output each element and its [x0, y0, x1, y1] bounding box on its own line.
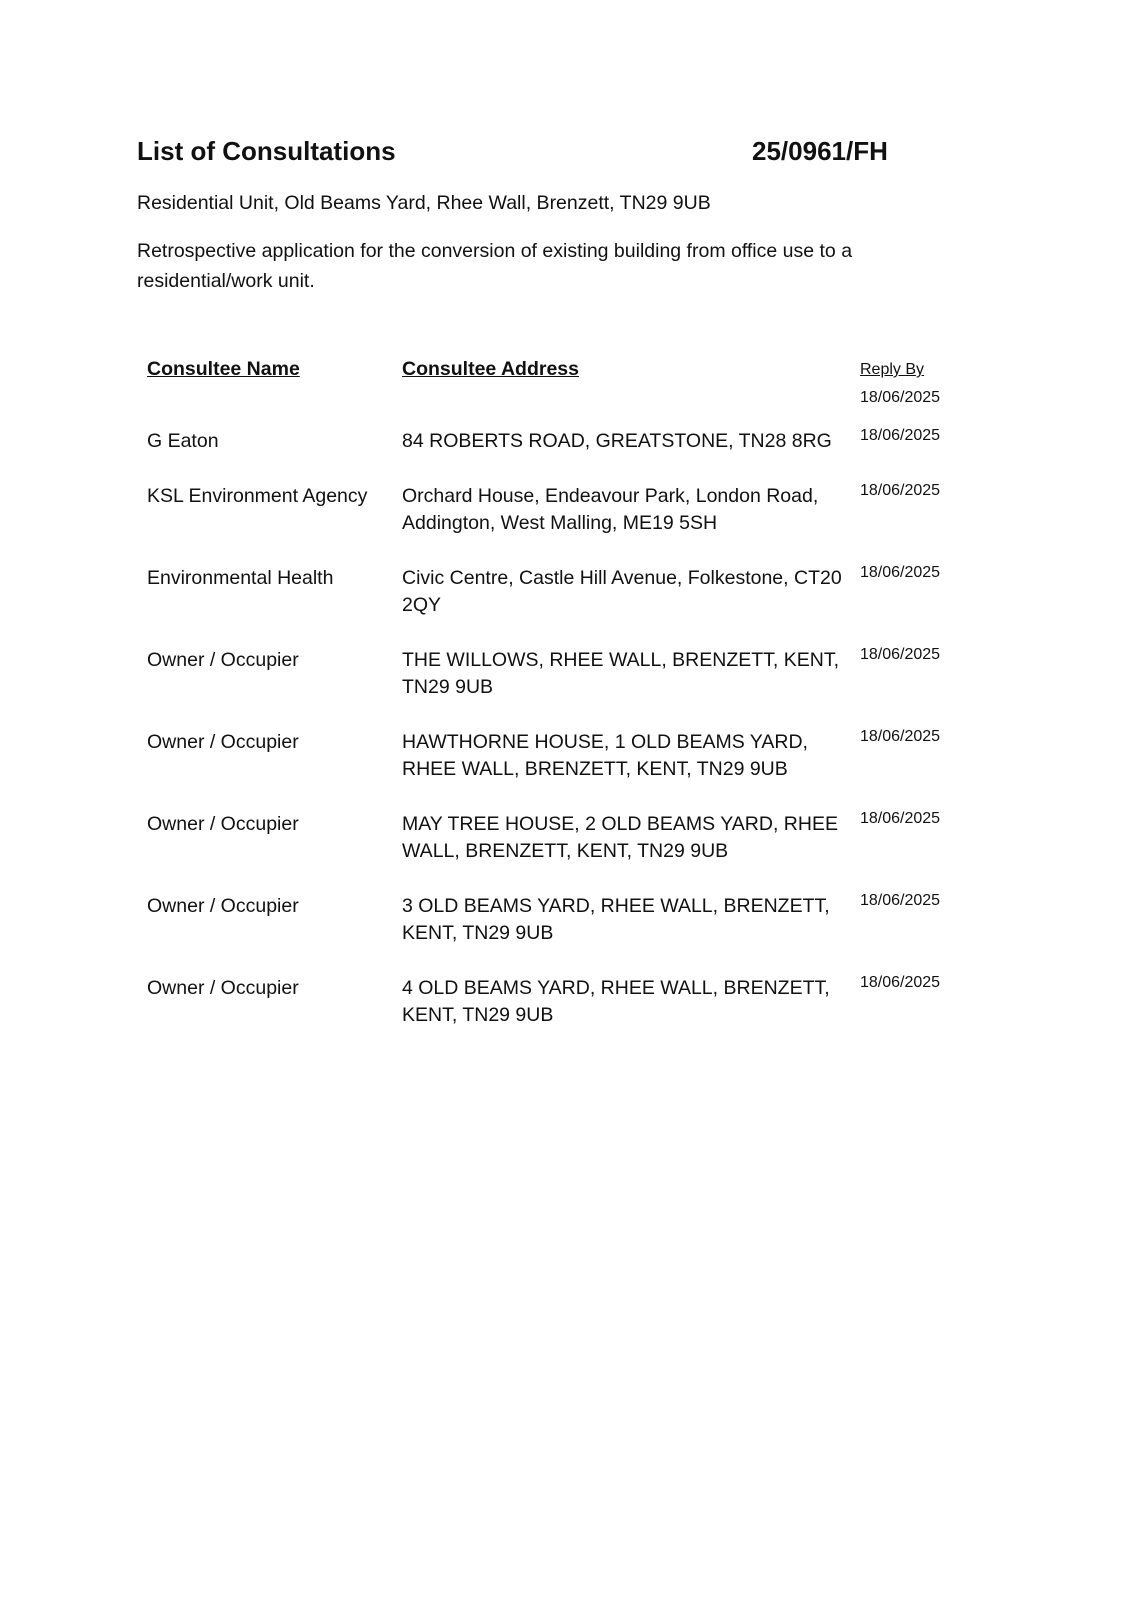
- consultee-name: G Eaton: [147, 430, 219, 452]
- consultee-name: Owner / Occupier: [147, 731, 299, 753]
- application-reference: 25/0961/FH: [752, 136, 888, 166]
- consultee-address: 4 OLD BEAMS YARD, RHEE WALL, BRENZETT, KENT, TN29 9UB: [402, 977, 830, 1026]
- reply-by-label: Reply By: [860, 361, 925, 378]
- reply-by-date: 18/06/2025: [860, 892, 941, 909]
- consultee-address: 3 OLD BEAMS YARD, RHEE WALL, BRENZETT, KENT, TN29 9UB: [402, 895, 830, 944]
- consultee-address: HAWTHORNE HOUSE, 1 OLD BEAMS YARD, RHEE WALL, BRENZETT, KENT, TN29 9UB: [402, 731, 808, 780]
- reply-by-date: 18/06/2025: [860, 482, 941, 499]
- consultee-address: Orchard House, Endeavour Park, London Road, Addington, West Malling, ME19 5SH: [402, 485, 819, 534]
- column-header-address: Consultee Address: [402, 358, 579, 380]
- proposal-description: Retrospective application for the conversion of existing building from office use to a residential/work unit.: [137, 240, 853, 292]
- reply-by-date: 18/06/2025: [860, 564, 941, 581]
- reply-by-date: 18/06/2025: [860, 427, 941, 444]
- reply-by-header-date: 18/06/2025: [860, 389, 941, 406]
- site-address: Residential Unit, Old Beams Yard, Rhee Wall, Brenzett, TN29 9UB: [137, 192, 711, 214]
- reply-by-date: 18/06/2025: [860, 974, 941, 991]
- reply-by-date: 18/06/2025: [860, 646, 941, 663]
- column-header-name: Consultee Name: [147, 358, 300, 380]
- consultee-address: MAY TREE HOUSE, 2 OLD BEAMS YARD, RHEE WALL, BRENZETT, KENT, TN29 9UB: [402, 813, 838, 862]
- consultee-address: Civic Centre, Castle Hill Avenue, Folkestone, CT20 2QY: [402, 567, 842, 616]
- consultee-address: 84 ROBERTS ROAD, GREATSTONE, TN28 8RG: [402, 430, 832, 452]
- consultee-name: Owner / Occupier: [147, 895, 299, 917]
- reply-by-date: 18/06/2025: [860, 728, 941, 745]
- reply-by-date: 18/06/2025: [860, 810, 941, 827]
- consultee-name: Owner / Occupier: [147, 813, 299, 835]
- consultee-address: THE WILLOWS, RHEE WALL, BRENZETT, KENT, TN29 9UB: [402, 649, 840, 698]
- consultee-name: Owner / Occupier: [147, 977, 299, 999]
- consultee-name: Environmental Health: [147, 567, 334, 589]
- page-title: List of Consultations: [137, 136, 396, 166]
- consultee-name: Owner / Occupier: [147, 649, 299, 671]
- consultee-name: KSL Environment Agency: [147, 485, 368, 507]
